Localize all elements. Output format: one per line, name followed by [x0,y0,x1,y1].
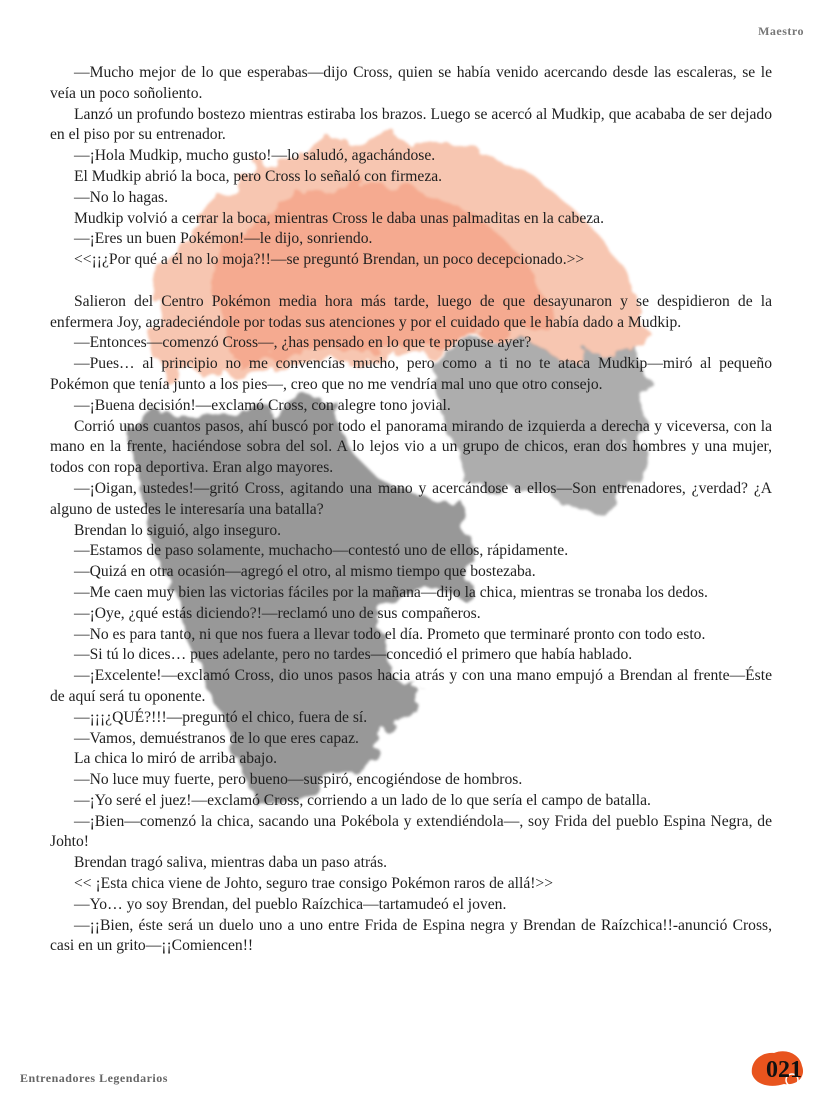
paragraph: Corrió unos cuantos pasos, ahí buscó por todo el panorama mirando de izquierda a derecha y viceversa, con la mano en la frente, haciéndose sobra del sol. A lo lejos vio a un grupo de chicos, eran dos hombres y una mujer, todos con ropa deportiva. Eran algo mayores. [50,417,772,477]
running-title: Maestro [758,24,804,38]
paragraph: —¡¡¡¿QUÉ?!!!—preguntó el chico, fuera de sí. [74,708,368,726]
page-number-badge [746,1044,806,1088]
paragraph: —Me caen muy bien las victorias fáciles por la mañana—dijo la chica, mientras se tronaba los dedos. [74,583,708,601]
book-title-footer: Entrenadores Legendarios [20,1071,168,1085]
paragraph: —¡Oye, ¿qué estás diciendo?!—reclamó uno de sus compañeros. [74,604,481,622]
paragraph: Mudkip volvió a cerrar la boca, mientras Cross le daba unas palmaditas en la cabeza. [74,209,604,227]
paragraph-break [50,271,772,292]
paragraph: —Pues… al principio no me convencías mucho, pero como a ti no te ataca Mudkip—miró al pequeño Pokémon que tenía junto a los pies—, creo que no me vendría mal uno que otro consejo. [50,355,772,393]
paragraph: El Mudkip abrió la boca, pero Cross lo señaló con firmeza. [74,167,443,185]
paragraph: —¡Yo seré el juez!—exclamó Cross, corriendo a un lado de lo que sería el campo de batalla. [74,791,651,809]
paragraph: Lanzó un profundo bostezo mientras estiraba los brazos. Luego se acercó al Mudkip, que acababa de ser dejado en el piso por su entrenador. [50,105,772,144]
story-text [50,63,772,957]
paragraph: —No luce muy fuerte, pero bueno—suspiró, encogiéndose de hombros. [74,771,523,789]
paragraph: <<¡¡¿Por qué a él no lo moja?!!—se preguntó Brendan, un poco decepcionado.>> [74,251,585,269]
paragraph: —No lo hagas. [74,188,168,206]
paragraph: —¡Excelente!—exclamó Cross, dio unos pasos hacia atrás y con una mano empujó a Brendan al frente—Éste de aquí será tu oponente. [50,667,772,705]
paragraph: —¡Eres un buen Pokémon!—le dijo, sonriendo. [74,230,373,248]
paragraph: —¡Buena decisión!—exclamó Cross, con alegre tono jovial. [74,396,451,414]
paragraph: —¡Oigan, ustedes!—gritó Cross, agitando una mano y acercándose a ellos—Son entrenadores, ¿verdad? ¿A alguno de ustedes le interesaría una batalla? [50,479,772,518]
paragraph: —Vamos, demuéstranos de lo que eres capaz. [74,729,359,747]
paragraph: —Mucho mejor de lo que esperabas—dijo Cross, quien se había venido acercando desde las escaleras, se le veía un poco soñoliento. [50,64,772,102]
paragraph: —Quizá en otra ocasión—agregó el otro, al mismo tiempo que bostezaba. [74,563,536,581]
paragraph: —Entonces—comenzó Cross—, ¿has pensado en lo que te propuse ayer? [74,334,532,352]
paragraph: —Si tú lo dices… pues adelante, pero no tardes—concedió el primero que había hablado. [74,646,633,664]
paragraph: —Estamos de paso solamente, muchacho—contestó uno de ellos, rápidamente. [74,542,569,560]
paragraph: Brendan lo siguió, algo inseguro. [74,521,282,539]
paragraph: Brendan tragó saliva, mientras daba un paso atrás. [74,854,388,872]
paragraph: —Yo… yo soy Brendan, del pueblo Raízchica—tartamudeó el joven. [74,895,507,913]
paragraph: La chica lo miró de arriba abajo. [74,750,278,768]
paragraph: —¡¡Bien, éste será un duelo uno a uno entre Frida de Espina negra y Brendan de Raízchica!!-anunció Cross, casi en un grito—¡¡Comiencen!! [50,916,772,955]
paragraph: —¡Bien—comenzó la chica, sacando una Pokébola y extendiéndola—, soy Frida del pueblo Espina Negra, de Johto! [50,812,772,851]
paragraph: —No es para tanto, ni que nos fuera a llevar todo el día. Prometo que terminaré pronto con todo esto. [74,625,706,643]
paragraph: Salieron del Centro Pokémon media hora más tarde, luego de que desayunaron y se despidieron de la enfermera Joy, agradeciéndole por todas sus atenciones y por el cuidado que le había dado a Mudkip. [50,292,772,331]
page-number: 021 [766,1057,802,1083]
paragraph: —¡Hola Mudkip, mucho gusto!—lo saludó, agachándose. [74,147,436,165]
paragraph: << ¡Esta chica viene de Johto, seguro trae consigo Pokémon raros de allá!>> [74,875,554,893]
